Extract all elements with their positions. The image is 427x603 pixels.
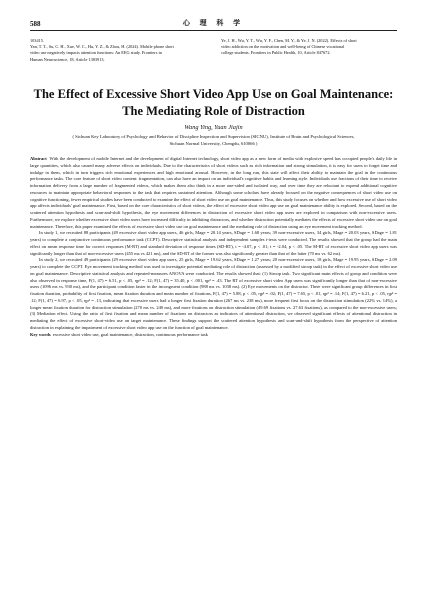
reference-line: video use negatively impacts attention functions: An EEG study. Frontiers in [30,50,162,56]
journal-name: 心 理 科 学 [182,19,245,27]
abstract-body [30,156,397,338]
reference-line: Ye, J. H., Wu, Y. T., Wu, Y. F., Chen, M. Y., & Ye, J. N. (2022). Effects of short [221,38,357,43]
abstract-label: Abstract [30,156,47,161]
page-number: 588 [30,20,41,28]
page-header [30,14,397,31]
reference-line: 103415. [30,38,44,43]
reference-line: video addiction on the motivation and well-being of Chinese vocational [221,44,345,50]
keywords-text: excessive short video use, goal maintenance, distraction, continuous performance task [52,331,208,337]
author-list: Wang Ying, Yuan Jiajin [184,124,243,131]
reference-list [30,38,397,63]
reference-line: college students. Frontiers in Public Health, 10, Article 847672. [221,50,331,56]
reference-column-right [221,38,397,63]
abstract-paragraph: In study 2, we recruited 49 participants (29 excessive short video app users, 25 girls, Mage = 19.62 years, SDage = 1.27 years; 20 non-excessive users, 18 girls, Mage = 19.95 years, SDage = 2.09 years) to complete the CCPT. Eye movement tracking method was used to investigate potential mediating role of distraction (assessed by a modified stroop task) in the effect of excessive short video use on goal maintenance. Descriptive statistical analysis and repeated-measures ANOVA were conducted. The results showed that: (1) Stroop task. Two significant main effects of group and condition were also observed in response time, F(1, 47) = 6.51, p < .05, ηp² = .12; F(1, 47) = 35.40, p < .001, ηp² = .43. The RT of excessive short video App users was significantly longer than that of non-excessive users (1096 ms vs. 930 ms), and the participant condition faster in the incongruent condition (988 ms vs. 1038 ms). (2) Eye movements on the distractor. There were significant group differences in first fixation duration, probability of first fixation, mean fixation duration and mean number of fixations, F(1, 47) = 5.88, p < .05, ηp² = .02; F(1, 47) = 7.65, p < .01, ηp² = .14; F(1, 47) = 6.21, p < .05, ηp² = .12; F(1, 47) = 6.97, p < .05, ηp² = .13, indicating that excessive users had a longer first fixation duration (267 ms vs. 238 ms), more frequent first focus on the distraction stimulation (22% vs. 14%), a longer mean fixation duration for distraction stimulation (270 ms vs. 240 ms), and more fixations on distraction stimulation (49.69 fixations vs. 27.63 fixations), as compared to the non-excessive users; (3) Mediation effect. Using the ratio of first fixation and mean number of fixations on distractors as indicators of attentional distraction, we observed significant effects of attentional distraction in mediating the effect of excessive short-video use on target maintenance. These findings support the scattered attention hypothesis and scan-and-shift hypothesis from the perspective of attention distraction in explaining the impairment of excessive short video app use on the function of goal maintenance. [30,257,397,330]
abstract-paragraph: In study 1, we recruited 88 participants (49 excessive short video app users, 46 girls, Mage = 20.14 years, SDage = 1.68 years; 39 non-excessive users, 34 girls, Mage = 20.03 years, SDage = 1.81 years) to complete a conjunctive continuous performance task (CCPT). Descriptive statistical analysis and independent samples t-tests were conducted. The results showed that the group had the main effect on mean response time for correct responses (M-RT) and standard deviation of response times (SD-RT), t = -4.07, p < .01; t = -2.04, p < .05. The M-RT of excessive short video app users was significantly longer than that of non-excessive users (455 ms vs 421 ms), and the SD-RT of the former was also significantly greater than that of the latter (70 ms vs. 62 ms). [30,230,397,256]
affiliation-line: Sichuan Normal University, Chengdu, 610066 ) [169,140,258,146]
abstract-paragraph [30,156,397,230]
keywords-line [30,332,397,339]
affiliation-line: ( Sichuan Key Laboratory of Psychology and Behavior of Discipline Inspection and Supervision (SICNU), Institute of Brain and Psychological Sciences, [72,134,355,139]
reference-line: Human Neuroscience, 18, Article 1383913. [30,56,105,62]
keywords-label: Key words [30,331,51,337]
affiliation [30,134,397,147]
paper-title: The Effect of Excessive Short Video App Use on Goal Maintenance: The Mediating Role of Distraction [33,87,394,118]
reference-column-left [30,38,206,63]
abstract-text: With the development of mobile Internet and the development of digital Internet technology, short video app as a new form of media with explosive speed has occupied people's daily life in large quantities, which also caused many adverse effects on individuals. Due to the characteristics of short videos such as rich information and strong stimulation, it is easy for users to forget time and indulge in them, which in turn triggers rich emotional experiences and high emotional arousal. However, in the long run, this state will affect their ability to maintain the goal in the continuous performance tasks. The core feature of short video content: fragmentation, can also have an impact on an individual's cognitive habits and learning style. Individuals use fractions of their time to receive information delivery from a large number of fragmented videos, which makes them also think in a more one-sided and isolated way, and over time they are reluctant to expend additional cognitive resources to maintain appropriate behavioral responses to the task that requires sustained attention. Although some scholars have already focused on the negative consequences of short video use on cognitive functioning, fewer empirical studies have been conducted to examine the effect of short video use on goal maintenance. Thus, this study focuses on whether and how excessive use of short video app affects individuals' goal maintenance. First, based on the core characteristics of short videos, the effect of excessive short video app use on goal maintenance ability is explored. Second, based on the scattered attention hypothesis and scan-and-shift hypothesis, the eye movement differences in distraction of excessive short video app users are explored in comparison with non-excessive users. Furthermore, we explore whether excessive short video users have increased difficulty in inhibiting distractors, and whether distraction potentially mediates the effects of excessive short video use on goal maintenance. Therefore, this paper examined the effects of excessive short video use on goal maintenance and the mediating role of distraction using an eye movement tracking method. [30,156,397,229]
reference-line: Yan, T. T., Su, C. H., Xue, W. C., Hu, Y. Z., & Zhou, H. (2024). Mobile phone short [30,44,174,50]
